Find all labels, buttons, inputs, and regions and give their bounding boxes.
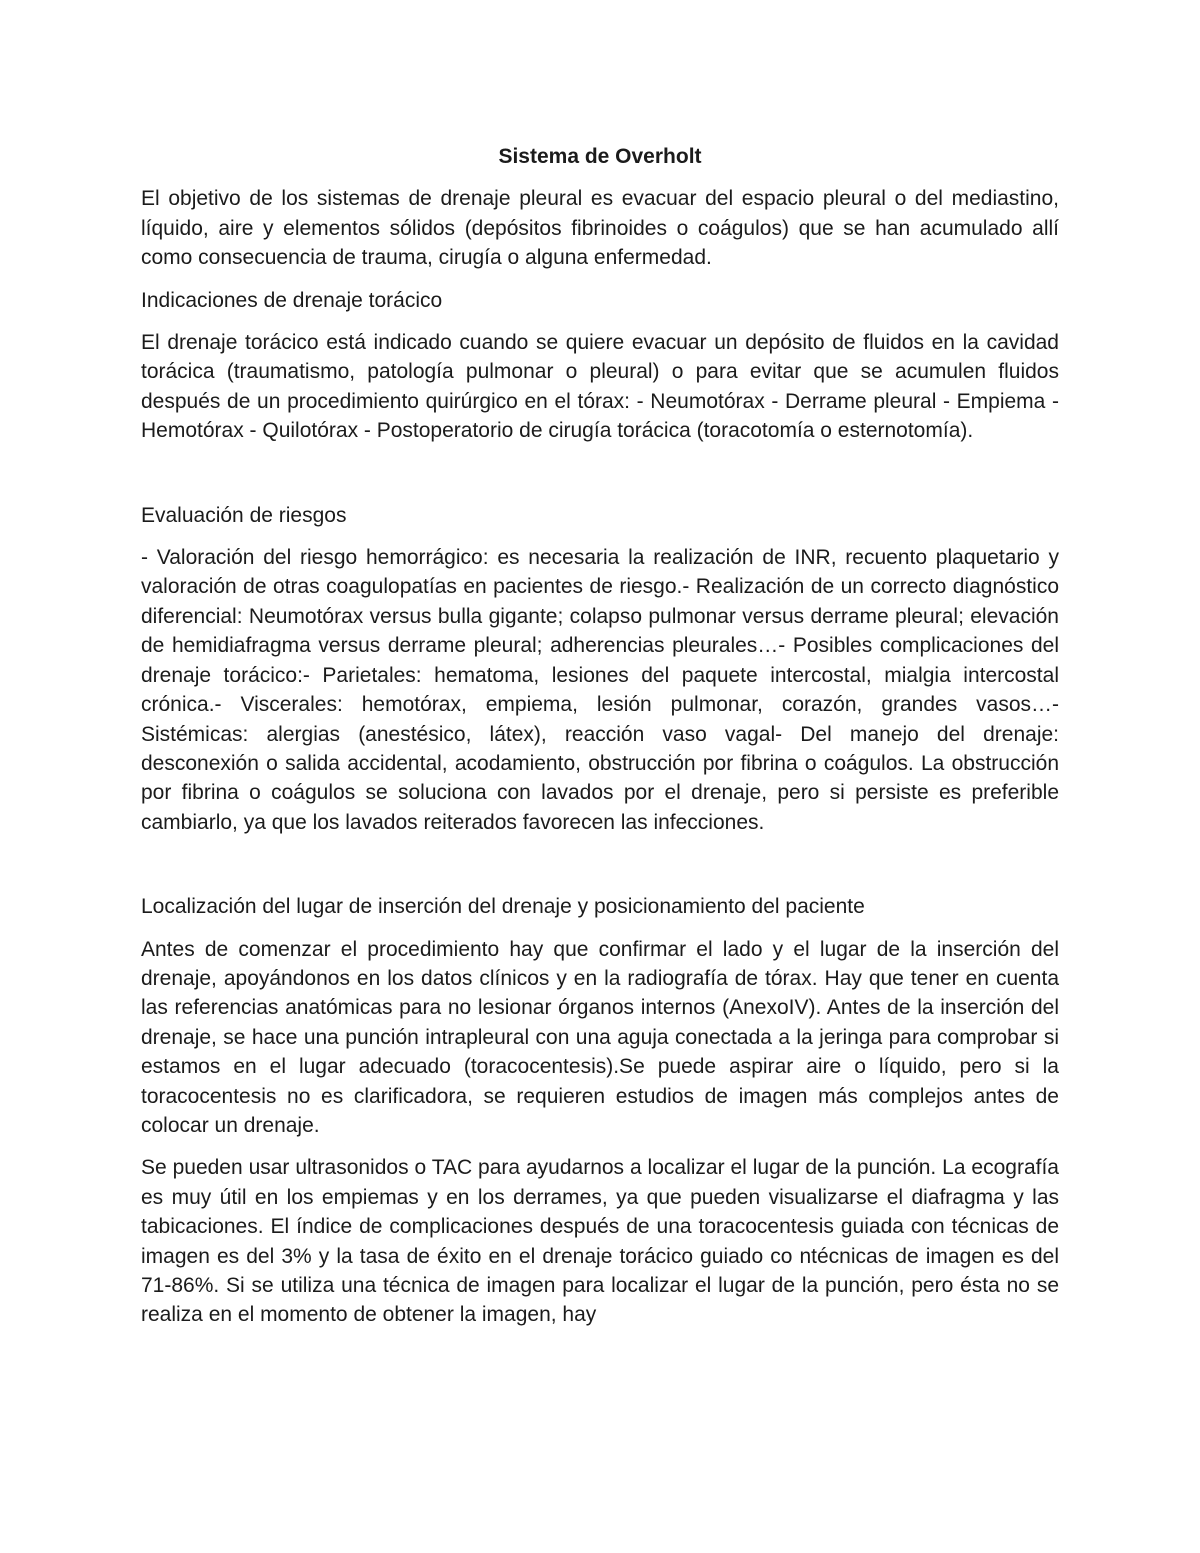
location-paragraph-1: Antes de comenzar el procedimiento hay que confirmar el lado y el lugar de la inserción del drenaje, apoyándonos en los datos clínicos y en la radiografía de tórax. Hay que tener en cuenta las referencias anatómicas para no lesionar órganos internos (AnexoIV). Antes de la inserción del drenaje, se hace una punción intrapleural con una aguja conectada a la jeringa para comprobar si estamos en el lugar adecuado (toracocentesis).Se puede aspirar aire o líquido, pero si la toracocentesis no es clarificadora, se requieren estudios de imagen más complejos antes de colocar un drenaje. <box>141 937 1059 1137</box>
document-body <box>141 142 1059 1343</box>
risk-paragraph: - Valoración del riesgo hemorrágico: es necesaria la realización de INR, recuento plaquetario y valoración de otras coagulopatías en pacientes de riesgo.- Realización de un correcto diagnóstico diferencial: Neumotórax versus bulla gigante; colapso pulmonar versus derrame pleural; elevación de hemidiafragma versus derrame pleural; adherencias pleurales…- Posibles complicaciones del drenaje torácico:- Parietales: hematoma, lesiones del paquete intercostal, mialgia intercostal crónica.- Viscerales: hemotórax, empiema, lesión pulmonar, corazón, grandes vasos…- Sistémicas: alergias (anestésico, látex), reacción vaso vagal- Del manejo del drenaje: desconexión o salida accidental, acodamiento, obstrucción por fibrina o coágulos. La obstrucción por fibrina o coágulos se soluciona con lavados por el drenaje, pero si persiste es preferible cambiarlo, ya que los lavados reiterados favorecen las infecciones. <box>141 546 1059 834</box>
section-spacer <box>141 459 1059 501</box>
risk-heading: Evaluación de riesgos <box>141 503 347 527</box>
location-paragraph-2: Se pueden usar ultrasonidos o TAC para ayudarnos a localizar el lugar de la punción. La ecografía es muy útil en los empiemas y en los derrames, ya que pueden visualizarse el diafragma y las tabicaciones. El índice de complicaciones después de una toracocentesis guiada con técnicas de imagen es del 3% y la tasa de éxito en el drenaje torácico guiado co ntécnicas de imagen es del 71-86%. Si se utiliza una técnica de imagen para localizar el lugar de la punción, pero ésta no se realiza en el momento de obtener la imagen, hay <box>141 1156 1059 1327</box>
indications-paragraph: El drenaje torácico está indicado cuando se quiere evacuar un depósito de fluidos en la cavidad torácica (traumatismo, patología pulmonar o pleural) o para evitar que se acumulen fluidos después de un procedimiento quirúrgico en el tórax: - Neumotórax - Derrame pleural - Empiema - Hemotórax - Quilotórax - Postoperatorio de cirugía torácica (toracotomía o esternotomía). <box>141 331 1059 443</box>
section-spacer <box>141 850 1059 892</box>
intro-paragraph: El objetivo de los sistemas de drenaje pleural es evacuar del espacio pleural o del mediastino, líquido, aire y elementos sólidos (depósitos fibrinoides o coágulos) que se han acumulado allí como consecuencia de trauma, cirugía o alguna enfermedad. <box>141 187 1059 270</box>
document-title: Sistema de Overholt <box>498 145 702 168</box>
location-heading: Localización del lugar de inserción del drenaje y posicionamiento del paciente <box>141 895 865 919</box>
indications-heading: Indicaciones de drenaje torácico <box>141 288 443 312</box>
